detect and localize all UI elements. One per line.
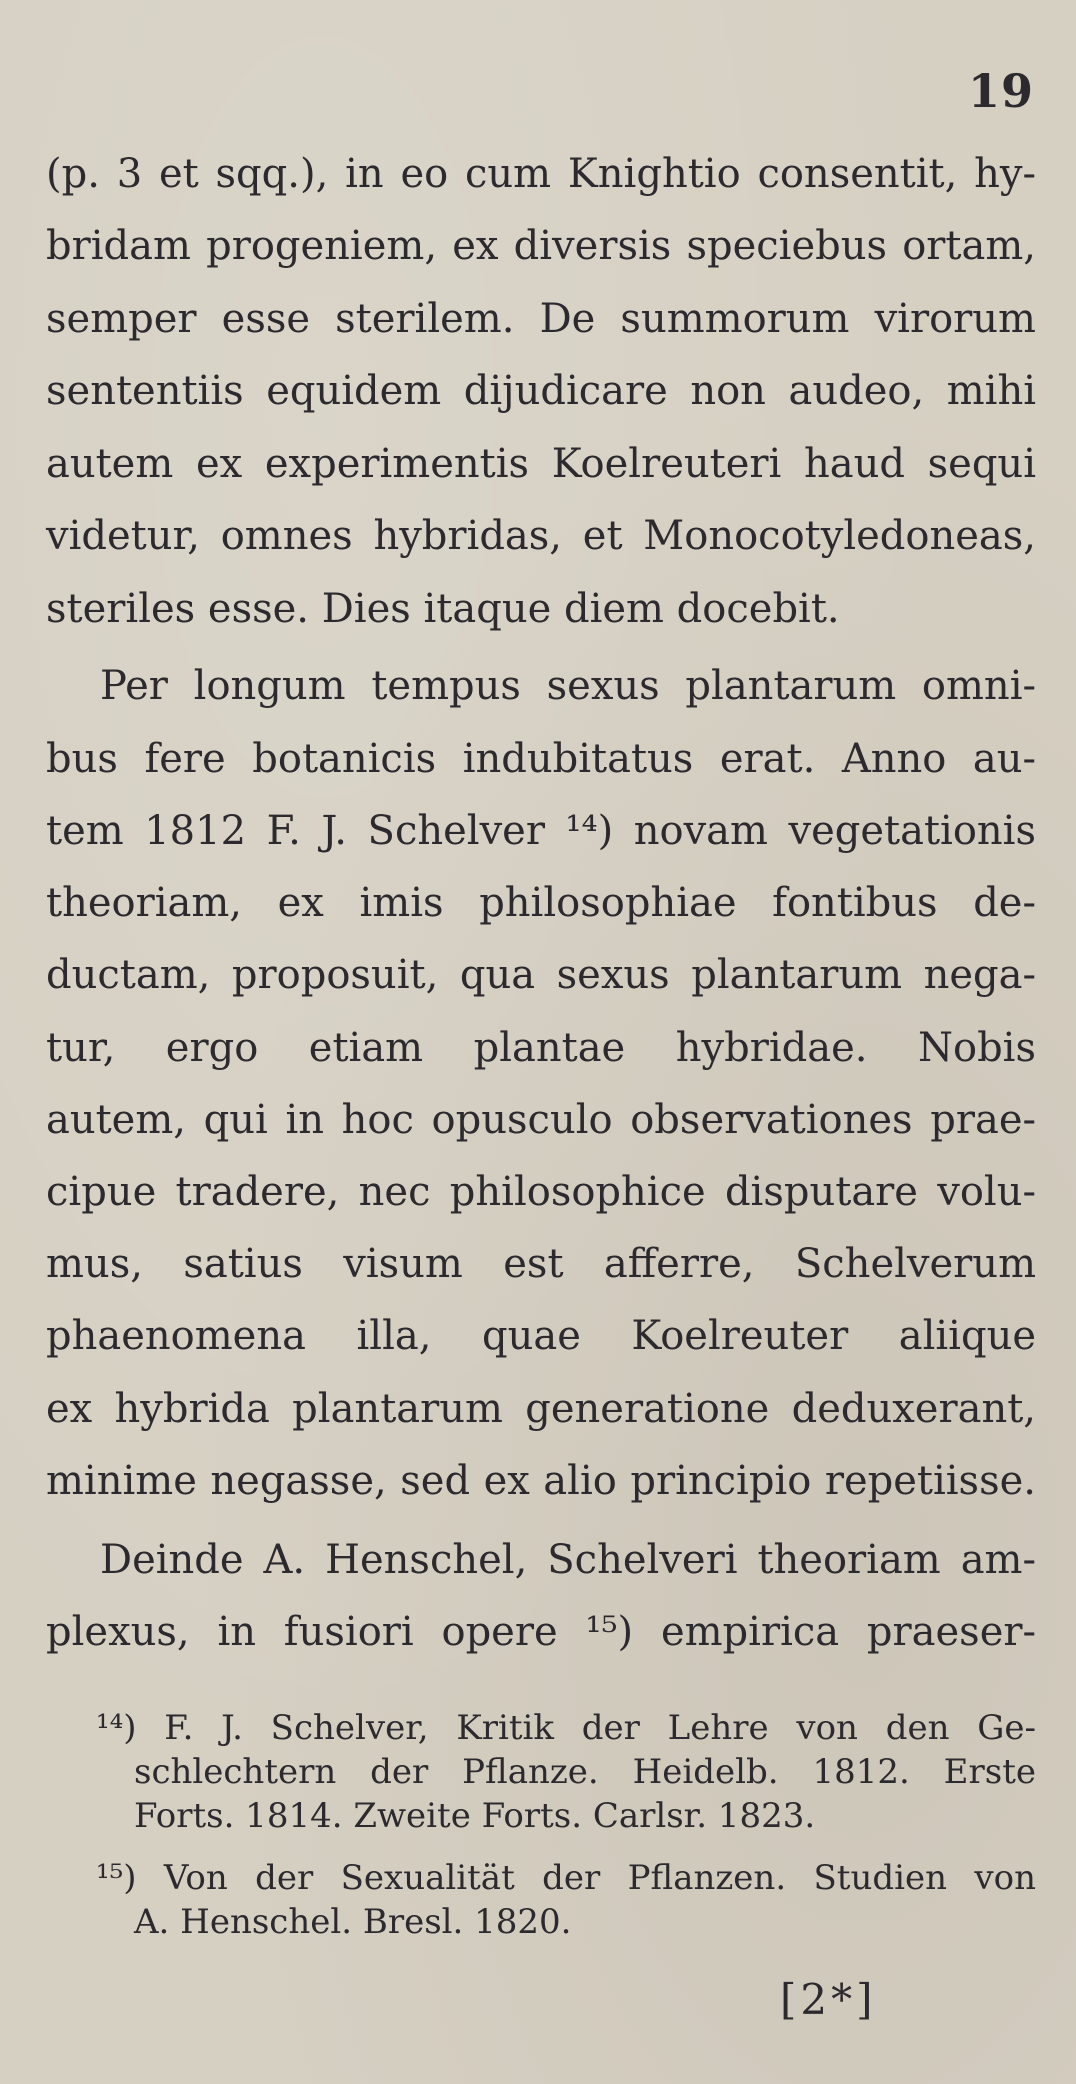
paragraph-2-line-12: minime negasse, sed ex alio principio repetiisse. [46,1458,1036,1504]
paragraph-2-line-6: tur, ergo etiam plantae hybridae. Nobis [46,1025,1036,1071]
footnote-14-line-1: ¹⁴) F. J. Schelver, Kritik der Lehre von den Ge- [96,1708,1036,1748]
paragraph-3-line-1: Deinde A. Henschel, Schelveri theoriam am- [100,1537,1036,1583]
paragraph-1-line-1: (p. 3 et sqq.), in eo cum Knightio consentit, hy- [46,151,1036,197]
footnote-14-line-3: Forts. 1814. Zweite Forts. Carlsr. 1823. [134,1796,816,1836]
paragraph-2-line-11: ex hybrida plantarum generatione deduxerant, [46,1386,1036,1432]
paragraph-2-line-4: theoriam, ex imis philosophiae fontibus de- [46,880,1036,926]
paragraph-2-line-7: autem, qui in hoc opusculo observationes prae- [46,1097,1036,1143]
paragraph-1-line-5: autem ex experimentis Koelreuteri haud sequi [46,441,1036,487]
paragraph-1-line-2: bridam progeniem, ex diversis speciebus ortam, [46,223,1036,269]
paragraph-1-line-6: videtur, omnes hybridas, et Monocotyledoneas, [46,513,1036,559]
paragraph-1-line-3: semper esse sterilem. De summorum virorum [46,296,1036,342]
paragraph-2-line-8: cipue tradere, nec philosophice disputare volu- [46,1169,1036,1215]
page-number: 19 [967,64,1034,118]
footnote-14-line-2: schlechtern der Pflanze. Heidelb. 1812. Erste [134,1752,1036,1792]
paragraph-2-line-9: mus, satius visum est afferre, Schelverum [46,1241,1036,1287]
paragraph-2-line-10: phaenomena illa, quae Koelreuter aliique [46,1313,1036,1359]
footnote-15-line-1: ¹⁵) Von der Sexualität der Pflanzen. Studien von [96,1858,1036,1898]
paragraph-2-line-3: tem 1812 F. J. Schelver ¹⁴) novam vegetationis [46,808,1036,854]
paragraph-2-line-1: Per longum tempus sexus plantarum omni- [100,663,1036,709]
paragraph-1-line-4: sententiis equidem dijudicare non audeo, mihi [46,368,1036,414]
paragraph-1-line-7: steriles esse. Dies itaque diem docebit. [46,586,840,632]
paragraph-2-line-2: bus fere botanicis indubitatus erat. Anno au- [46,736,1036,782]
paragraph-3-line-2: plexus, in fusiori opere ¹⁵) empirica praeser- [46,1609,1036,1655]
signature-mark: [2*] [780,1975,877,2024]
footnote-15-line-2: A. Henschel. Bresl. 1820. [134,1902,572,1942]
paragraph-2-line-5: ductam, proposuit, qua sexus plantarum nega- [46,952,1036,998]
